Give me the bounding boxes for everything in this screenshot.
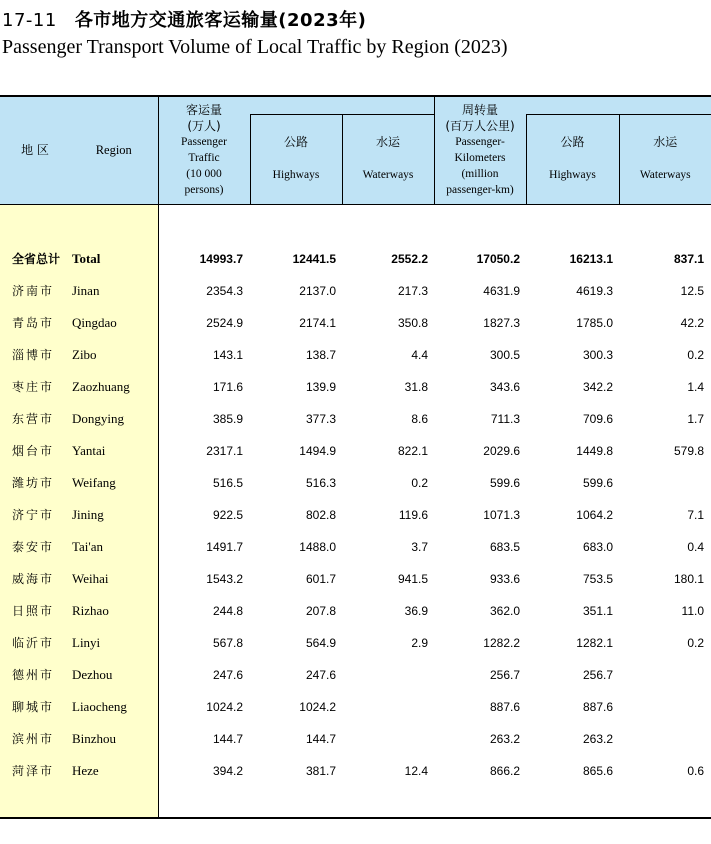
- value-passenger-km: 1071.3: [483, 507, 520, 522]
- value-traffic-highways: 516.3: [305, 475, 336, 490]
- region-name-cn: 潍坊市: [0, 467, 70, 499]
- region-name-cn: 威海市: [0, 563, 70, 595]
- header-highways: [250, 114, 342, 204]
- value-pkm-waterways: 11.0: [681, 603, 704, 618]
- value-passenger-km: 711.3: [490, 411, 520, 426]
- region-name-en: Dongying: [70, 403, 158, 435]
- value-passenger-traffic: 1024.2: [206, 699, 243, 714]
- value-traffic-waterways: 2552.2: [391, 251, 428, 266]
- value-pkm-highways: 4619.3: [576, 283, 613, 298]
- header-traffic-en-3: (10 000: [186, 168, 222, 181]
- table-row: [0, 531, 711, 563]
- value-passenger-km: 866.2: [489, 763, 520, 778]
- table-body: [0, 204, 711, 818]
- title-cn-text: 各市地方交通旅客运输量(2023年): [74, 10, 367, 31]
- value-passenger-km: 4631.9: [483, 283, 520, 298]
- value-pkm-waterways: 0.4: [687, 539, 704, 554]
- region-name-cn: 滨州市: [0, 723, 70, 755]
- header-pkm-en-1: Passenger-: [455, 136, 505, 149]
- region-name-en: Yantai: [70, 435, 158, 467]
- value-traffic-waterways: [342, 723, 434, 755]
- header-highways-en: Highways: [272, 169, 320, 181]
- value-pkm-waterways: 42.2: [680, 315, 704, 330]
- value-passenger-traffic: 143.1: [212, 347, 243, 362]
- table-title-cn: [2, 6, 366, 32]
- region-name-cn: 烟台市: [0, 435, 70, 467]
- value-traffic-waterways: 3.7: [411, 539, 428, 554]
- value-traffic-waterways: 36.9: [404, 603, 428, 618]
- value-traffic-highways: 1488.0: [299, 539, 336, 554]
- value-pkm-highways: 1785.0: [576, 315, 613, 330]
- header-pkm-group-spacer: [526, 96, 711, 114]
- region-name-cn: 济南市: [0, 275, 70, 307]
- value-pkm-highways: 16213.1: [569, 251, 613, 266]
- value-pkm-highways: 709.6: [582, 411, 613, 426]
- header-traffic-unit-cn: (万人): [187, 119, 221, 134]
- table-row: [0, 563, 711, 595]
- region-name-en: Heze: [70, 755, 158, 787]
- value-traffic-waterways: 350.8: [397, 315, 428, 330]
- value-traffic-highways: 144.7: [305, 731, 336, 746]
- header-highways2-cn: 公路: [560, 135, 585, 149]
- region-name-en: Zaozhuang: [70, 371, 158, 403]
- value-pkm-waterways: 1.7: [687, 411, 704, 426]
- value-passenger-km: 362.0: [489, 603, 520, 618]
- value-passenger-traffic: 2354.3: [206, 283, 243, 298]
- value-pkm-waterways: 579.8: [673, 443, 704, 458]
- header-traffic-en-1: Passenger: [181, 136, 227, 149]
- value-passenger-traffic: 385.9: [212, 411, 243, 426]
- region-name-en: Jining: [70, 499, 158, 531]
- region-name-cn: 济宁市: [0, 499, 70, 531]
- value-pkm-highways: 753.5: [582, 571, 613, 586]
- region-name-en: Tai'an: [70, 531, 158, 563]
- header-waterways-cn: 水运: [375, 135, 400, 149]
- value-pkm-highways: 300.3: [582, 347, 613, 362]
- value-passenger-km: 263.2: [489, 731, 520, 746]
- value-traffic-waterways: 0.2: [411, 475, 428, 490]
- value-pkm-waterways: 837.1: [673, 251, 704, 266]
- region-name-en: Weihai: [70, 563, 158, 595]
- value-passenger-traffic: 2524.9: [206, 315, 243, 330]
- table-header: [0, 96, 711, 204]
- value-traffic-highways: 601.7: [305, 571, 336, 586]
- value-pkm-highways: 887.6: [582, 699, 613, 714]
- header-region-cn: 地 区: [0, 96, 70, 204]
- value-passenger-km: 2029.6: [483, 443, 520, 458]
- spacer-row-end: [0, 787, 711, 818]
- region-name-cn: 全省总计: [0, 243, 70, 275]
- header-waterways2-cn: 水运: [653, 135, 678, 149]
- value-traffic-waterways: 119.6: [398, 507, 428, 522]
- value-pkm-waterways: [619, 659, 711, 691]
- value-passenger-traffic: 244.8: [212, 603, 243, 618]
- value-passenger-km: 887.6: [489, 699, 520, 714]
- table-row: [0, 403, 711, 435]
- value-traffic-highways: 1494.9: [299, 443, 336, 458]
- value-pkm-waterways: [619, 691, 711, 723]
- header-waterways2-en: Waterways: [639, 169, 691, 181]
- value-passenger-traffic: 1543.2: [206, 571, 243, 586]
- value-traffic-highways: 564.9: [305, 635, 336, 650]
- value-traffic-waterways: [342, 691, 434, 723]
- value-pkm-waterways: 0.6: [687, 763, 704, 778]
- spacer-row: [0, 204, 711, 243]
- value-traffic-highways: 138.7: [305, 347, 336, 362]
- value-pkm-highways: 1282.1: [576, 635, 613, 650]
- table-row: [0, 339, 711, 371]
- region-name-cn: 泰安市: [0, 531, 70, 563]
- table-row: [0, 691, 711, 723]
- table-number: 17-11: [2, 10, 57, 31]
- value-passenger-km: 300.5: [489, 347, 520, 362]
- value-pkm-waterways: [619, 723, 711, 755]
- value-pkm-highways: 1064.2: [576, 507, 613, 522]
- value-passenger-km: 1282.2: [483, 635, 520, 650]
- header-passenger-km: [434, 96, 526, 204]
- value-passenger-km: 1827.3: [483, 315, 520, 330]
- value-pkm-highways: 683.0: [582, 539, 613, 554]
- header-traffic-en-4: persons): [184, 184, 224, 197]
- value-passenger-traffic: 2317.1: [206, 443, 243, 458]
- value-traffic-highways: 377.3: [305, 411, 336, 426]
- table-title-en: Passenger Transport Volume of Local Traffic by Region (2023): [2, 36, 508, 58]
- value-traffic-highways: 802.8: [305, 507, 336, 522]
- value-passenger-traffic: 516.5: [212, 475, 243, 490]
- value-pkm-waterways: 180.1: [673, 571, 704, 586]
- table-row: [0, 467, 711, 499]
- value-passenger-traffic: 1491.7: [206, 539, 243, 554]
- region-name-cn: 东营市: [0, 403, 70, 435]
- table-row: [0, 275, 711, 307]
- value-passenger-traffic: 922.5: [212, 507, 243, 522]
- value-pkm-highways: 1449.8: [576, 443, 613, 458]
- region-name-en: Liaocheng: [70, 691, 158, 723]
- value-pkm-waterways: 7.1: [687, 507, 704, 522]
- table-row: [0, 371, 711, 403]
- value-pkm-waterways: [619, 467, 711, 499]
- region-name-en: Linyi: [70, 627, 158, 659]
- value-traffic-waterways: 12.4: [404, 763, 428, 778]
- header-waterways-2: [619, 114, 711, 204]
- header-traffic-group-spacer: [250, 96, 434, 114]
- region-name-en: Total: [70, 243, 158, 275]
- header-pkm-en-4: passenger-km): [446, 184, 514, 197]
- value-traffic-highways: 1024.2: [299, 699, 336, 714]
- table-row: [0, 755, 711, 787]
- table-row: [0, 659, 711, 691]
- header-region-en: Region: [70, 96, 158, 204]
- value-pkm-highways: 342.2: [582, 379, 613, 394]
- header-passenger-traffic: [158, 96, 250, 204]
- value-passenger-traffic: 14993.7: [199, 251, 243, 266]
- value-pkm-highways: 263.2: [582, 731, 613, 746]
- value-pkm-waterways: 1.4: [687, 379, 704, 394]
- value-traffic-waterways: 822.1: [397, 443, 428, 458]
- region-name-en: Jinan: [70, 275, 158, 307]
- header-waterways: [342, 114, 434, 204]
- value-pkm-waterways: 12.5: [680, 283, 704, 298]
- region-name-en: Binzhou: [70, 723, 158, 755]
- region-name-cn: 淄博市: [0, 339, 70, 371]
- value-traffic-highways: 2174.1: [299, 315, 336, 330]
- value-traffic-waterways: [342, 659, 434, 691]
- value-passenger-km: 17050.2: [476, 251, 520, 266]
- value-passenger-km: 683.5: [489, 539, 520, 554]
- value-passenger-traffic: 171.6: [212, 379, 243, 394]
- header-traffic-cn: 客运量: [185, 103, 222, 118]
- table-row: [0, 435, 711, 467]
- value-pkm-waterways: 0.2: [687, 347, 704, 362]
- region-name-en: Weifang: [70, 467, 158, 499]
- header-waterways-en: Waterways: [362, 169, 414, 181]
- value-passenger-km: 599.6: [489, 475, 520, 490]
- value-passenger-km: 933.6: [489, 571, 520, 586]
- region-name-en: Qingdao: [70, 307, 158, 339]
- value-pkm-highways: 599.6: [582, 475, 613, 490]
- value-traffic-highways: 381.7: [305, 763, 336, 778]
- region-name-en: Rizhao: [70, 595, 158, 627]
- header-pkm-en-2: Kilometers: [454, 152, 506, 165]
- value-traffic-highways: 139.9: [305, 379, 336, 394]
- table-row: [0, 307, 711, 339]
- value-traffic-waterways: 4.4: [411, 347, 428, 362]
- region-name-en: Zibo: [70, 339, 158, 371]
- value-pkm-highways: 865.6: [582, 763, 613, 778]
- region-name-en: Dezhou: [70, 659, 158, 691]
- table-row: [0, 723, 711, 755]
- value-passenger-traffic: 144.7: [212, 731, 243, 746]
- header-traffic-en-2: Traffic: [188, 152, 220, 165]
- value-traffic-highways: 2137.0: [299, 283, 336, 298]
- region-name-cn: 青岛市: [0, 307, 70, 339]
- header-highways-2: [526, 114, 619, 204]
- value-traffic-highways: 207.8: [305, 603, 336, 618]
- value-traffic-waterways: 8.6: [411, 411, 428, 426]
- value-passenger-traffic: 567.8: [212, 635, 243, 650]
- region-name-cn: 临沂市: [0, 627, 70, 659]
- table-row-total: [0, 243, 711, 275]
- table-row: [0, 499, 711, 531]
- region-name-cn: 日照市: [0, 595, 70, 627]
- value-traffic-waterways: 217.3: [397, 283, 428, 298]
- value-traffic-waterways: 31.8: [404, 379, 428, 394]
- value-pkm-highways: 256.7: [582, 667, 613, 682]
- value-passenger-km: 343.6: [489, 379, 520, 394]
- value-traffic-waterways: 2.9: [411, 635, 428, 650]
- region-name-cn: 德州市: [0, 659, 70, 691]
- value-passenger-km: 256.7: [489, 667, 520, 682]
- value-traffic-waterways: 941.5: [397, 571, 428, 586]
- value-traffic-highways: 12441.5: [292, 251, 336, 266]
- statistics-table-container: [0, 95, 711, 819]
- table-row: [0, 627, 711, 659]
- value-pkm-waterways: 0.2: [687, 635, 704, 650]
- value-traffic-highways: 247.6: [305, 667, 336, 682]
- value-pkm-highways: 351.1: [582, 603, 613, 618]
- region-name-cn: 聊城市: [0, 691, 70, 723]
- statistics-table: [0, 95, 711, 819]
- value-passenger-traffic: 247.6: [212, 667, 243, 682]
- table-row: [0, 595, 711, 627]
- header-pkm-en-3: (million: [461, 168, 499, 181]
- value-passenger-traffic: 394.2: [212, 763, 243, 778]
- region-name-cn: 菏泽市: [0, 755, 70, 787]
- header-highways2-en: Highways: [549, 169, 596, 181]
- header-highways-cn: 公路: [283, 135, 308, 149]
- header-pkm-cn: 周转量: [461, 103, 498, 118]
- header-pkm-unit-cn: (百万人公里): [445, 119, 515, 134]
- region-name-cn: 枣庄市: [0, 371, 70, 403]
